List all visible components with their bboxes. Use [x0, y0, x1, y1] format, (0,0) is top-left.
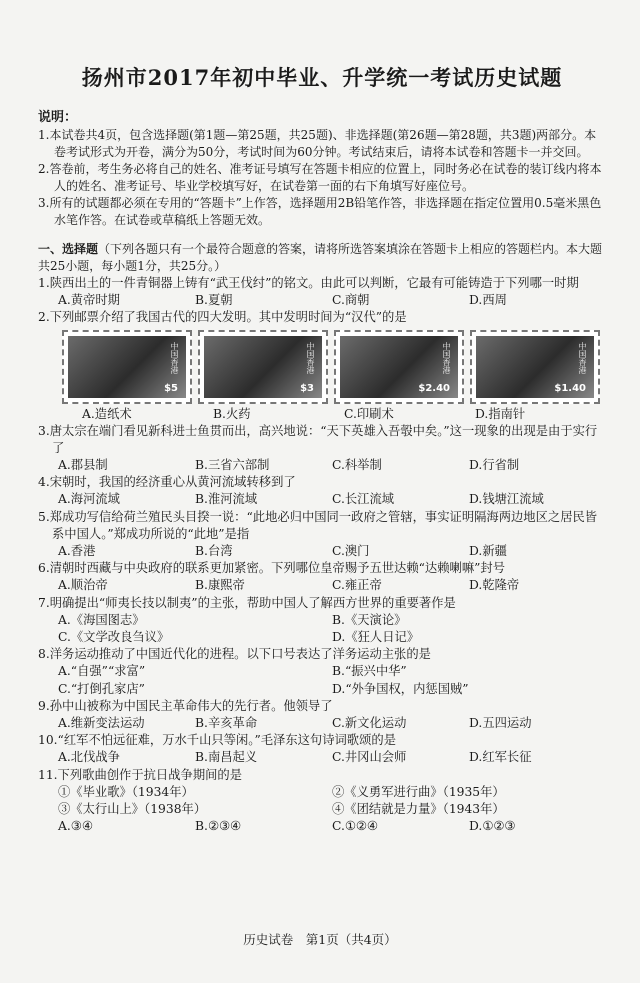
stamp-gunpowder — [198, 330, 328, 404]
question-11: 11.下列歌曲创作于抗日战争期间的是 — [38, 767, 243, 782]
question-1: 1.陕西出土的一件青铜器上铸有“武王伐纣”的铭文。由此可以判断，它最有可能铸造于下列哪一时期 — [38, 276, 579, 290]
stamp-value: $2.40 — [418, 382, 450, 394]
option: D.《狂人日记》 — [332, 630, 420, 645]
option: B.三省六部制 — [195, 458, 270, 473]
stamp-papermaking — [62, 330, 192, 404]
question-7: 7.明确提出“师夷长技以制夷”的主张，帮助中国人了解西方世界的重要著作是 — [38, 595, 456, 610]
option: B.火药 — [213, 406, 251, 421]
option: A.“自强”“求富” — [58, 664, 146, 679]
stamp-image — [204, 336, 322, 398]
option: B.夏朝 — [195, 293, 233, 308]
stamp-value: $3 — [300, 382, 314, 394]
stamp-compass — [470, 330, 600, 404]
song-item: ①《毕业歌》（1934年） — [58, 784, 194, 799]
question-7-options — [38, 612, 606, 646]
question-2: 2.下列邮票介绍了我国古代的四大发明。其中发明时间为“汉代”的是 — [38, 310, 407, 325]
option: D.①②③ — [469, 819, 516, 834]
option: C.雍正帝 — [332, 578, 382, 593]
question-3: 3.唐太宗在端门看见新科进士鱼贯而出，高兴地说：“天下英雄入吾彀中矣。”这一现象的出现是由于实行了 — [38, 423, 598, 455]
stamp-row — [62, 330, 606, 404]
stamp-country: 中国香港 — [306, 341, 315, 374]
question-5: 5.郑成功写信给荷兰殖民头目揆一说：“此地必归中国同一政府之管辖，事实证明隔海两边地区之居民皆系中国人。”郑成功所说的“此地”是指 — [38, 509, 598, 541]
note-2: 2.答卷前，考生务必将自己的姓名、准考证号填写在答题卡相应的位置上，同时务必在试卷的装订线内将本人的姓名、准考证号、毕业学校填写好，在试卷第一面的右下角填写好座位号。 — [38, 162, 602, 193]
question-1-options — [38, 292, 606, 309]
option: C.《文学改良刍议》 — [58, 630, 170, 645]
question-2-options — [38, 406, 606, 423]
option: A.海河流域 — [58, 492, 120, 507]
song-item: ②《义勇军进行曲》（1935年） — [332, 784, 505, 799]
option: B.台湾 — [195, 544, 233, 559]
stamp-image — [68, 336, 186, 398]
stamp-image — [340, 336, 458, 398]
option: C.井冈山会师 — [332, 750, 407, 765]
section-instructions: （下列各题只有一个最符合题意的答案，请将所选答案填涂在答题卡上相应的答题栏内。本大题共25小题，每小题1分，共25分。） — [38, 242, 603, 273]
question-10-options — [38, 749, 606, 766]
question-11-options — [38, 818, 606, 835]
option: B.《天演论》 — [332, 612, 407, 627]
option: B.康熙帝 — [195, 578, 245, 593]
option: C.“打倒孔家店” — [58, 681, 145, 696]
note-3: 3.所有的试题都必须在专用的“答题卡”上作答，选择题用2B铅笔作答，非选择题在指定位置用0.5毫米黑色水笔作答。在试卷或草稿纸上答题无效。 — [38, 196, 602, 227]
option: A.香港 — [58, 544, 96, 559]
option: A.造纸术 — [82, 406, 132, 421]
option: B.南昌起义 — [195, 750, 258, 765]
option: C.澳门 — [332, 544, 370, 559]
option: D.行省制 — [469, 458, 520, 473]
stamp-value: $1.40 — [554, 382, 586, 394]
option: C.长江流域 — [332, 492, 395, 507]
page-footer: 历史试卷 第1页（共4页） — [243, 932, 397, 947]
option: A.郡县制 — [58, 458, 108, 473]
question-9: 9.孙中山被称为中国民主革命伟大的先行者。他领导了 — [38, 698, 333, 713]
question-6: 6.清朝时西藏与中央政府的联系更加紧密。下列哪位皇帝赐予五世达赖“达赖喇嘛”封号 — [38, 561, 505, 576]
question-4: 4.宋朝时，我国的经济重心从黄河流域转移到了 — [38, 475, 296, 490]
option: C.印刷术 — [344, 406, 394, 421]
question-4-options — [38, 491, 606, 508]
page-title: 扬州市2017年初中毕业、升学统一考试历史试题 — [81, 65, 563, 90]
question-8: 8.洋务运动推动了中国近代化的进程。以下口号表达了洋务运动主张的是 — [38, 647, 431, 662]
option: B.“振兴中华” — [332, 664, 407, 679]
option: B.淮河流域 — [195, 492, 258, 507]
option: B.辛亥革命 — [195, 716, 258, 731]
option: A.维新变法运动 — [58, 716, 145, 731]
stamp-country: 中国香港 — [170, 341, 179, 374]
option: D.指南针 — [475, 406, 526, 421]
option: D.“外争国权，内惩国贼” — [332, 681, 469, 696]
option: A.《海国图志》 — [58, 612, 145, 627]
stamp-printing — [334, 330, 464, 404]
question-8-options — [38, 663, 606, 697]
question-5-options — [38, 543, 606, 560]
stamp-country: 中国香港 — [578, 341, 587, 374]
question-9-options — [38, 715, 606, 732]
option: D.红军长征 — [469, 750, 532, 765]
question-10: 10.“红军不怕远征难，万水千山只等闲。”毛泽东这句诗词歌颂的是 — [38, 733, 396, 748]
song-item: ③《太行山上》（1938年） — [58, 802, 207, 817]
section-heading — [38, 241, 606, 275]
notes-heading: 说明： — [38, 110, 78, 125]
section-label: 一、选择题 — [38, 242, 99, 256]
question-11-songs — [38, 784, 606, 818]
option: C.科举制 — [332, 458, 382, 473]
question-6-options — [38, 577, 606, 594]
option: D.西周 — [469, 293, 507, 308]
option: D.五四运动 — [469, 716, 532, 731]
option: A.黄帝时期 — [58, 293, 120, 308]
option: D.新疆 — [469, 544, 507, 559]
question-3-options — [38, 457, 606, 474]
option: D.乾隆帝 — [469, 578, 520, 593]
option: C.①②④ — [332, 819, 378, 834]
stamp-image — [476, 336, 594, 398]
option: A.顺治帝 — [58, 578, 108, 593]
option: A.北伐战争 — [58, 750, 120, 765]
stamp-value: $5 — [164, 382, 178, 394]
option: B.②③④ — [195, 819, 242, 834]
option: A.③④ — [58, 819, 93, 834]
stamp-country: 中国香港 — [442, 341, 451, 374]
option: D.钱塘江流域 — [469, 492, 544, 507]
song-item: ④《团结就是力量》（1943年） — [332, 802, 505, 817]
note-1: 1.本试卷共4页，包含选择题(第1题—第25题，共25题)、非选择题(第26题—第28题，共3题)两部分。本卷考试形式为开卷，满分为50分，考试时间为60分钟。考试结束后，请将本试卷和答题卡一并交回。 — [38, 128, 597, 159]
option: C.新文化运动 — [332, 716, 407, 731]
option: C.商朝 — [332, 293, 370, 308]
